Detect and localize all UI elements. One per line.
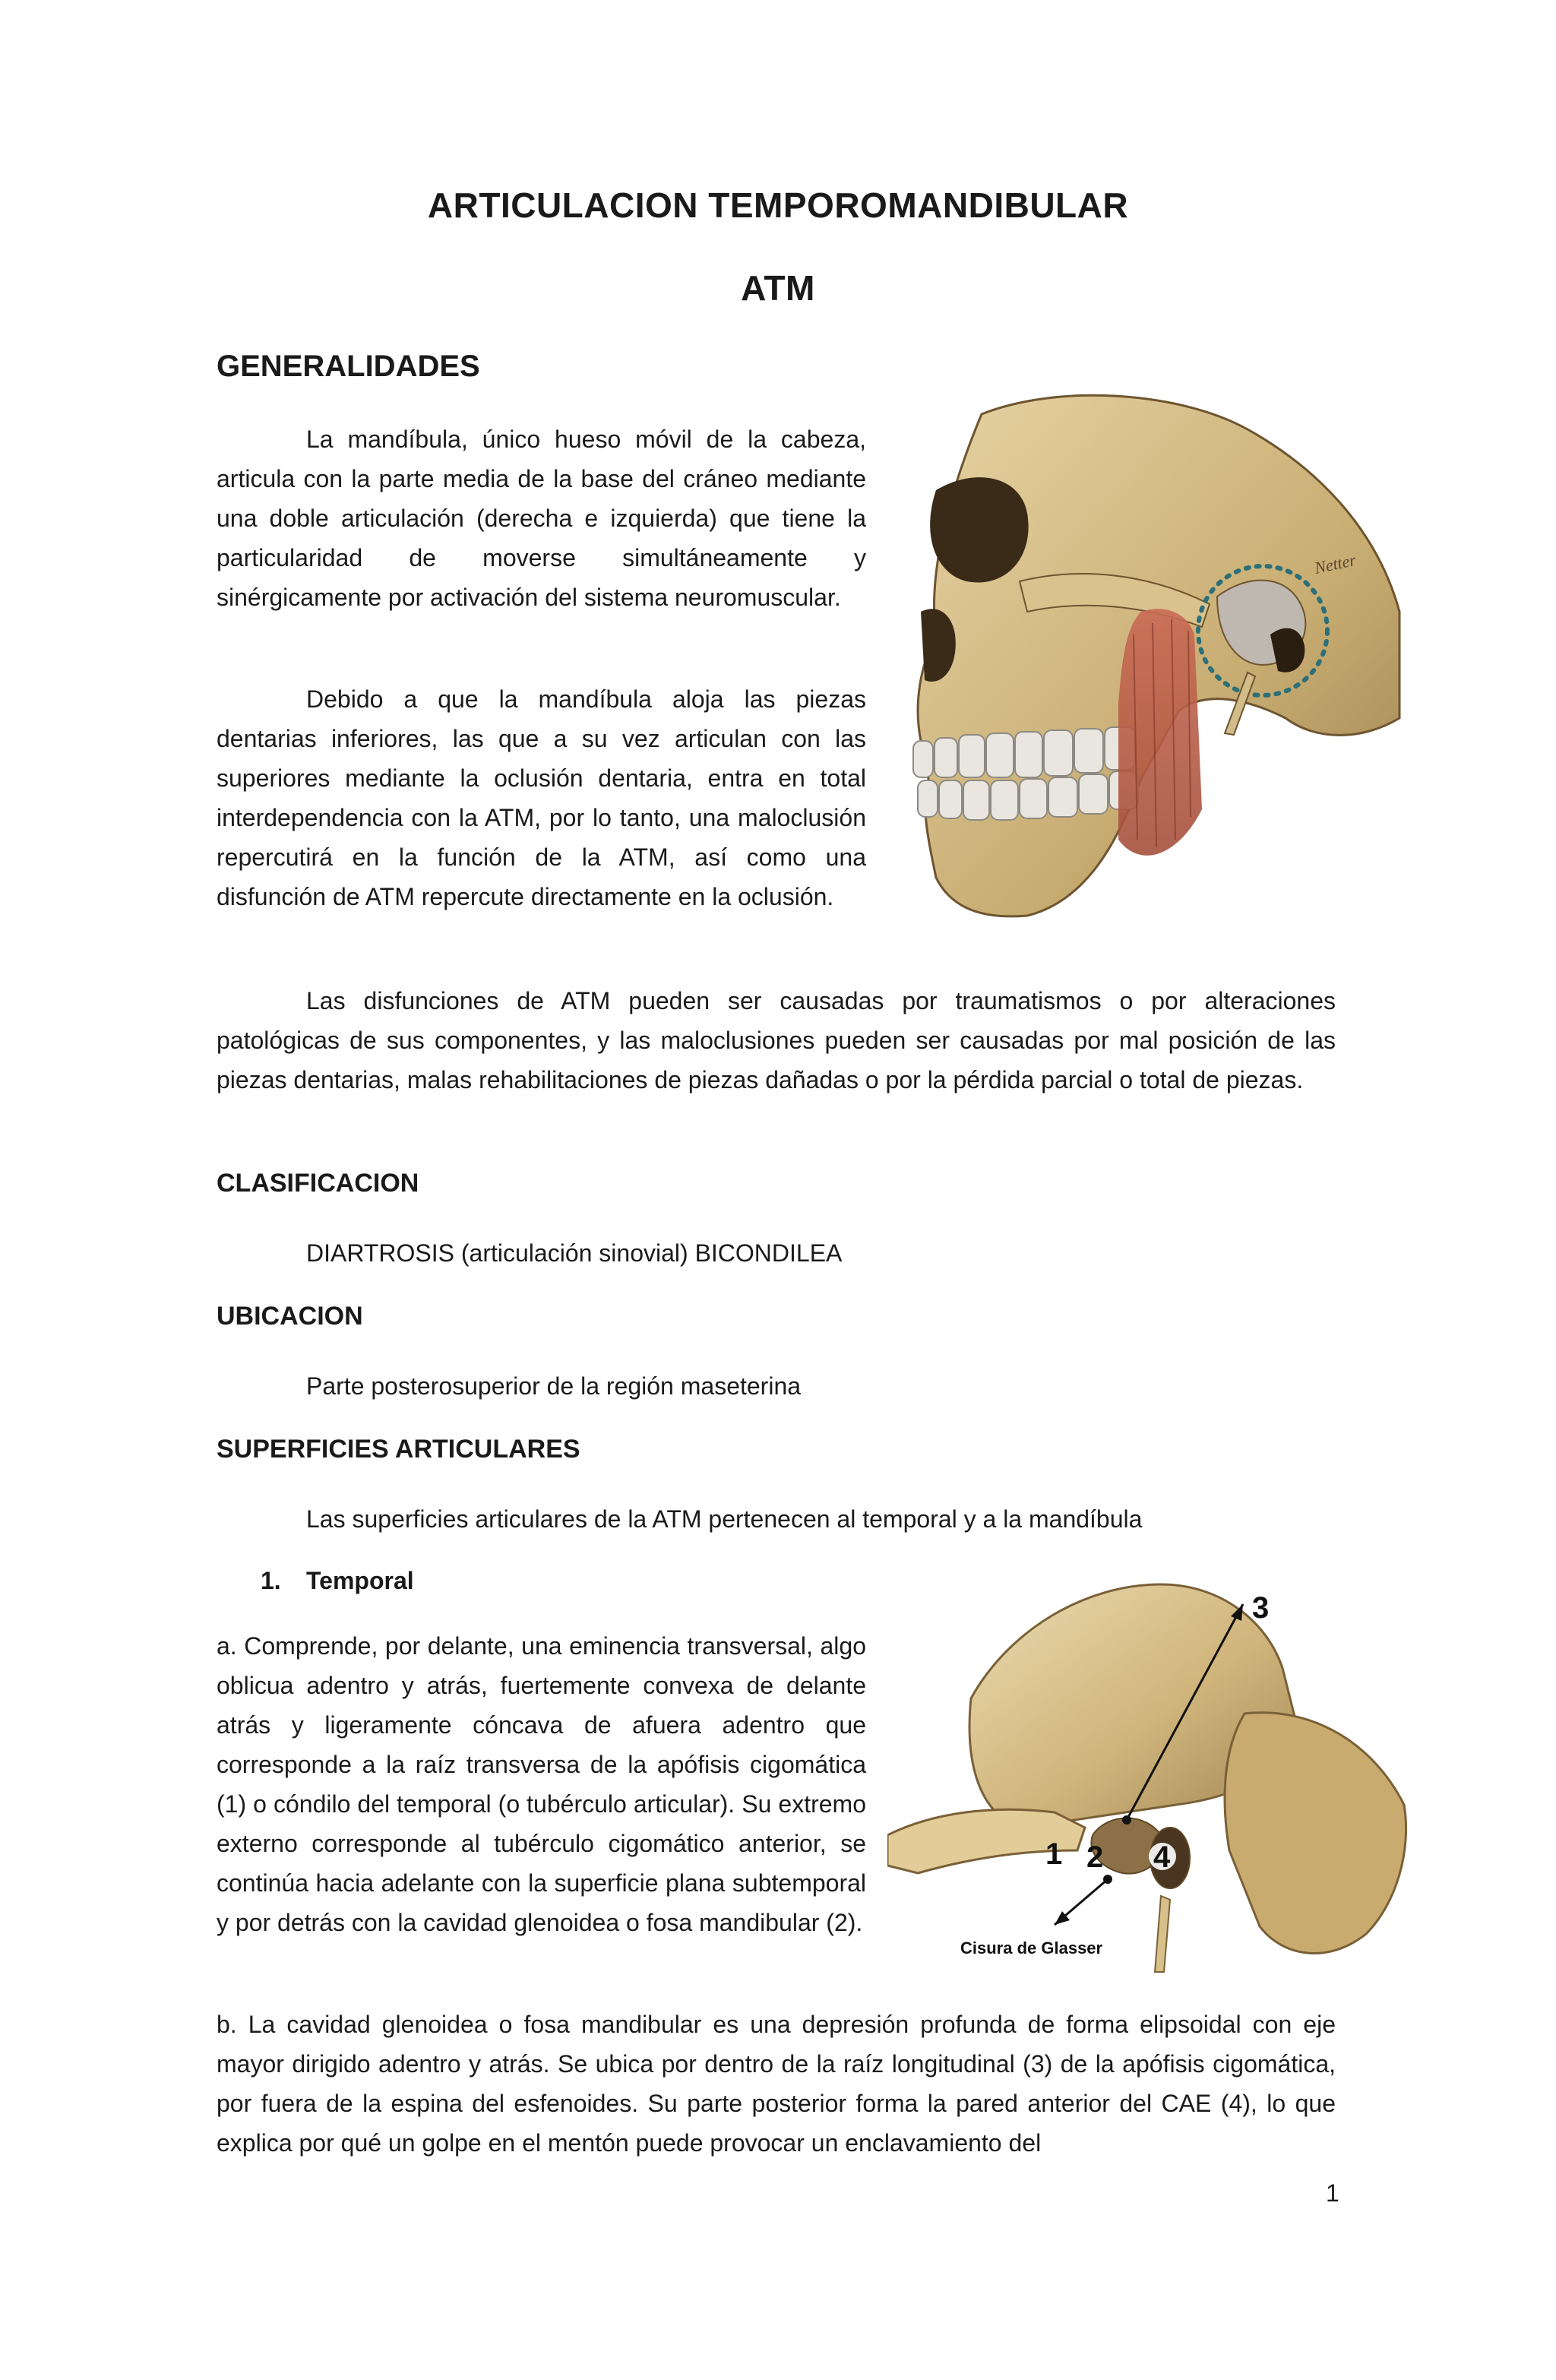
figure-caption-cisura: Cisura de Glasser <box>960 1938 1103 1957</box>
paragraph-temporal-b: b. La cavidad glenoidea o fosa mandibular es una depresión profunda de forma elipsoidal con eje mayor dirigido adentro y atrás. Se ubica por dentro de la raíz longitudinal (3) de la apófisis cigomática, por fuera de la espina del esfenoides. Su parte posterior forma la pared anterior del CAE (4), lo que explica por qué un golpe en el mentón puede provocar un enclavamiento del <box>217 2011 1336 2157</box>
document-subtitle: ATM <box>741 268 815 308</box>
paragraph-generalidades-2: Debido a que la mandíbula aloja las piezas dentarias inferiores, las que a su vez articulan con las superiores mediante la oclusión dentaria, entra en total interdependencia con la ATM, por lo tanto, una maloclusión repercutirá en la función de la ATM, así como una disfunción de ATM repercute directamente en la oclusión. <box>217 685 866 910</box>
clasificacion-text: DIARTROSIS (articulación sinovial) BICONDILEA <box>306 1239 843 1267</box>
paragraph-generalidades-3: Las disfunciones de ATM pueden ser causadas por traumatismos o por alteraciones patológicas de sus componentes, y las maloclusiones pueden ser causadas por mal posición de las piezas dentarias, malas rehabilitaciones de piezas dañadas o por la pérdida parcial o total de piezas. <box>217 987 1336 1093</box>
artist-signature: Netter <box>1312 550 1358 578</box>
heading-generalidades: GENERALIDADES <box>217 350 480 383</box>
paragraph-generalidades-1: La mandíbula, único hueso móvil de la cabeza, articula con la parte media de la base del cráneo mediante una doble articulación (derecha e izquierda) que tiene la particularidad de moverse simultáneamente y sinérgicamente por activación del sistema neuromuscular. <box>217 426 866 611</box>
superficies-intro: Las superficies articulares de la ATM pertenecen al temporal y a la mandíbula <box>306 1505 1143 1533</box>
document-title: ARTICULACION TEMPOROMANDIBULAR <box>427 185 1129 225</box>
figure-label-1: 1 <box>1045 1837 1063 1871</box>
list-label-temporal: Temporal <box>306 1567 414 1594</box>
heading-clasificacion: CLASIFICACION <box>217 1169 419 1198</box>
heading-superficies: SUPERFICIES ARTICULARES <box>217 1435 580 1464</box>
figure-label-2: 2 <box>1086 1840 1104 1874</box>
heading-ubicacion: UBICACION <box>217 1302 363 1331</box>
figure-label-3: 3 <box>1252 1591 1270 1625</box>
temporal-bone-illustration <box>887 1577 1412 1987</box>
paragraph-temporal-a: a. Comprende, por delante, una eminencia transversal, algo oblicua adentro y atrás, fuertemente convexa de delante atrás y ligeramente cóncava de afuera adentro que corresponde a la raíz transversa de la apófisis cigomática (1) o cóndilo del temporal (o tubérculo articular). Su extremo externo corresponde al tubérculo cigomático anterior, se continúa hacia adelante con la superficie plana subtemporal y por detrás con la cavidad glenoidea o fosa mandibular (2). <box>217 1632 866 1936</box>
figure-label-4: 4 <box>1153 1840 1171 1874</box>
skull-illustration <box>890 384 1407 948</box>
list-number-1: 1. <box>261 1567 281 1594</box>
ubicacion-text: Parte posterosuperior de la región maseterina <box>306 1372 802 1400</box>
page-number: 1 <box>1326 2179 1339 2207</box>
